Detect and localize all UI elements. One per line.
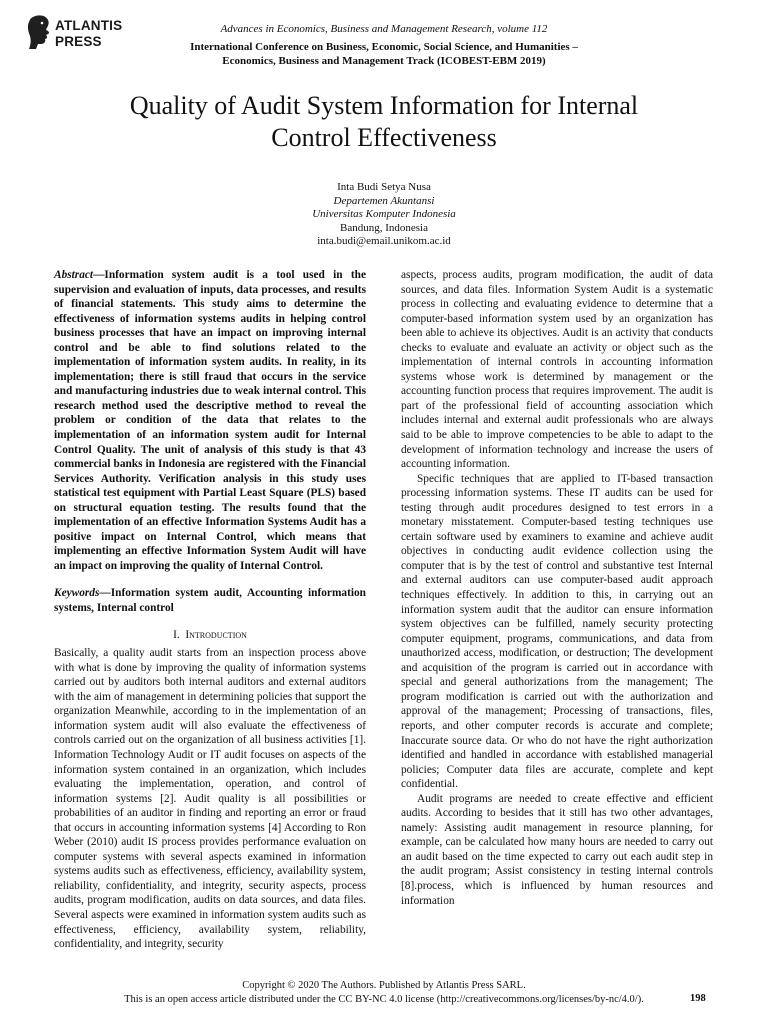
atlantis-press-logo-icon: [26, 14, 52, 50]
keywords-text: —Information system audit, Accounting information systems, Internal control: [54, 587, 366, 615]
footer-license: This is an open access article distributed under the CC BY-NC 4.0 license (http://creativecommons.org/licenses/by-nc/4.0/).: [124, 994, 644, 1005]
logo-text-line1: ATLANTIS: [55, 18, 123, 33]
paper-title: [54, 90, 714, 154]
section-title: Introduction: [185, 628, 247, 641]
title-line2: Control Effectiveness: [271, 123, 497, 152]
author-city: Bandung, Indonesia: [340, 221, 428, 234]
conference-header: [140, 40, 628, 68]
author-department: Departemen Akuntansi: [333, 194, 435, 207]
publisher-logo: [26, 14, 126, 52]
keywords: [54, 586, 366, 615]
body-paragraph-1: aspects, process audits, program modification, the audit of data sources, and data files. Information System Audit is a systematic process in collecting and evaluating evidence to determine that a computer-based information system used by an organization has been able to achieve its objectives. Audit is an activity that conducts checks to evaluate and evaluate an activity or object such as the implementation of internal controls in accounting information systems whose work is determined by management or the accounting function process that requires improvement. The audit is part of the professional field of accounting association which includes internal and external audit professionals who are always said to be able to improve competencies to be able to adapt to the development of information technology and increase the users of accounting information.: [401, 269, 713, 471]
page-number: 198: [690, 993, 706, 1004]
conference-line1: International Conference on Business, Economic, Social Science, and Humanities –: [190, 41, 578, 53]
conference-line2: Economics, Business and Management Track (ICOBEST-EBM 2019): [222, 55, 546, 67]
body-paragraph-2: Specific techniques that are applied to IT-based transaction processing information systems. These IT audits can be used for testing through audit procedures designed to test errors in a monetary misstatement. Computer-based testing techniques use certain software used by examiners to examine and achieve audit objectives in conducting audit evidence collection using the computer that is by the test of control and substantive test Internal and external auditors can use computer-based audit approach techniques effectively. In addition to this, in carrying out an information system audit that the auditor can ensure information system objectives can be fulfilled, namely security protecting computer equipment, programs, communications, and data from unauthorized access, modification, or destruction; The development and acquisition of the program is carried out in accordance with special and general authorizations from the management; The program modification is carried out with the authorization and approval of the management; Processing of transactions, files, reports, and other computer records is accurate and complete; Inaccurate source data. Or who do not have the right authorization identified and handled in accordance with established managerial policies; Computer data files are accurate, complete and kept confidential.: [401, 472, 713, 791]
right-column: [401, 268, 713, 908]
title-line1: Quality of Audit System Information for Internal: [129, 91, 639, 120]
footer-copyright: Copyright © 2020 The Authors. Published by Atlantis Press SARL.: [242, 980, 526, 991]
keywords-label: Keywords: [54, 587, 100, 600]
left-column: [54, 268, 366, 952]
section-heading: [54, 628, 366, 643]
intro-paragraph: Basically, a quality audit starts from an inspection process above with what is done by improving the quality of information systems carried out by auditors both internal auditors and external auditors with the aim of management in determining policies that support the organization Meanwhile, according to in the implementation of an information system audit will also evaluate the effectiveness of controls carried out on the organization of all business activities [1]. Information Technology Audit or IT audit focuses on aspects of the information system contained in an organization, which includes evaluating the implementation, operation, and control of information systems [2]. Audit quality is all possibilities or probabilities of an auditor in finding and reporting an error or fraud that occurs in accounting information systems [4] According to Ron Weber (2010) audit IS process provides performance evaluation on computer systems with several aspects examined in information systems audits such as effectiveness, efficiency, availability system, reliability, confidentiality, and integrity, security aspects, process audits, program modification, audits on data sources, and data files. Several aspects were examined in information system audits such as effectiveness, efficiency, availability system, reliability, confidentiality, and integrity, security: [54, 647, 366, 951]
section-number: I.: [173, 628, 180, 641]
author-block: [184, 181, 584, 249]
page-footer: [60, 979, 708, 1007]
journal-header: Advances in Economics, Business and Management Research, volume 112: [220, 23, 548, 35]
author-email: inta.budi@email.unikom.ac.id: [317, 235, 451, 247]
abstract: [54, 268, 366, 573]
body-paragraph-3: Audit programs are needed to create effective and efficient audits. According to besides that it still has two other advantages, namely: Assisting audit management in resource planning, for example, can be calculated how many hours are needed to carry out an audit based on the time expected to carry out each audit step in the audit program; Assist consistency in testing internal controls [8].process, which is influenced by human resources and information: [401, 792, 713, 907]
abstract-label: Abstract: [54, 269, 94, 281]
author-name: Inta Budi Setya Nusa: [337, 181, 431, 193]
abstract-text: —Information system audit is a tool used in the supervision and evaluation of inputs, data processes, and results of financial statements. This study aims to determine the effectiveness of information systems audits in helping control business processes that have an impact on improving internal control and be able to find solutions related to the implementation of information system audits. In reality, in its implementation; there is still fraud that occurs in the service and manufacturing industries due to weak internal control. This research method used the descriptive method to reveal the problem or condition of the data that relates to the implementation of an information system audit for Internal Control Quality. The unit of analysis of this study is that 43 commercial banks in Indonesia are registered with the Financial Services Authority. Verification analysis in this study uses statistical test equipment with Partial Least Square (PLS) based on structural equation testing. The results found that the implementation of an effective Information Systems Audit has a positive impact on Internal Control, which means that implementing an effective Information System Audit will have an impact on improving the quality of Internal Control.: [54, 269, 366, 572]
author-university: Universitas Komputer Indonesia: [312, 208, 456, 220]
logo-text-line2: PRESS: [55, 34, 102, 49]
